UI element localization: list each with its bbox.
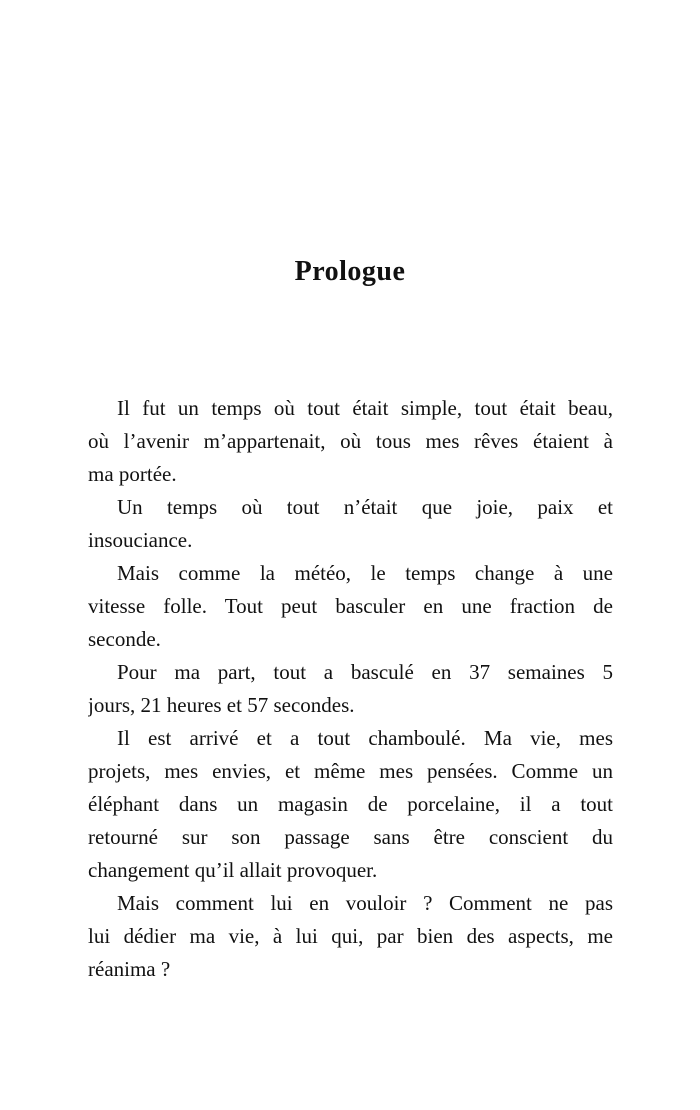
text-line: Un temps où tout n’était que joie, paix et: [117, 495, 613, 519]
body-text: [88, 392, 613, 986]
text-line: seconde.: [88, 627, 161, 651]
chapter-title: Prologue: [294, 256, 406, 287]
text-line: Mais comme la météo, le temps change à une: [117, 561, 613, 585]
text-line: ma portée.: [88, 462, 177, 486]
text-line: retourné sur son passage sans être conscient du: [88, 825, 613, 849]
text-line: où l’avenir m’appartenait, où tous mes rêves étaient à: [88, 429, 613, 453]
text-line: projets, mes envies, et même mes pensées. Comme un: [88, 759, 613, 783]
text-line: réanima ?: [88, 957, 171, 981]
text-line: Il fut un temps où tout était simple, tout était beau,: [117, 396, 613, 420]
text-line: insouciance.: [88, 528, 193, 552]
text-line: Pour ma part, tout a basculé en 37 semaines 5: [117, 660, 613, 684]
paragraph: [88, 491, 613, 557]
text-line: vitesse folle. Tout peut basculer en une fraction de: [88, 594, 613, 618]
text-line: jours, 21 heures et 57 secondes.: [88, 693, 355, 717]
paragraph: [88, 887, 613, 986]
paragraph: [88, 392, 613, 491]
text-line: changement qu’il allait provoquer.: [88, 858, 378, 882]
paragraph: [88, 656, 613, 722]
paragraph: [88, 722, 613, 887]
text-line: Il est arrivé et a tout chamboulé. Ma vie, mes: [117, 726, 613, 750]
text-line: lui dédier ma vie, à lui qui, par bien des aspects, me: [88, 924, 613, 948]
paragraph: [88, 557, 613, 656]
text-line: éléphant dans un magasin de porcelaine, il a tout: [88, 792, 613, 816]
text-line: Mais comment lui en vouloir ? Comment ne pas: [117, 891, 613, 915]
